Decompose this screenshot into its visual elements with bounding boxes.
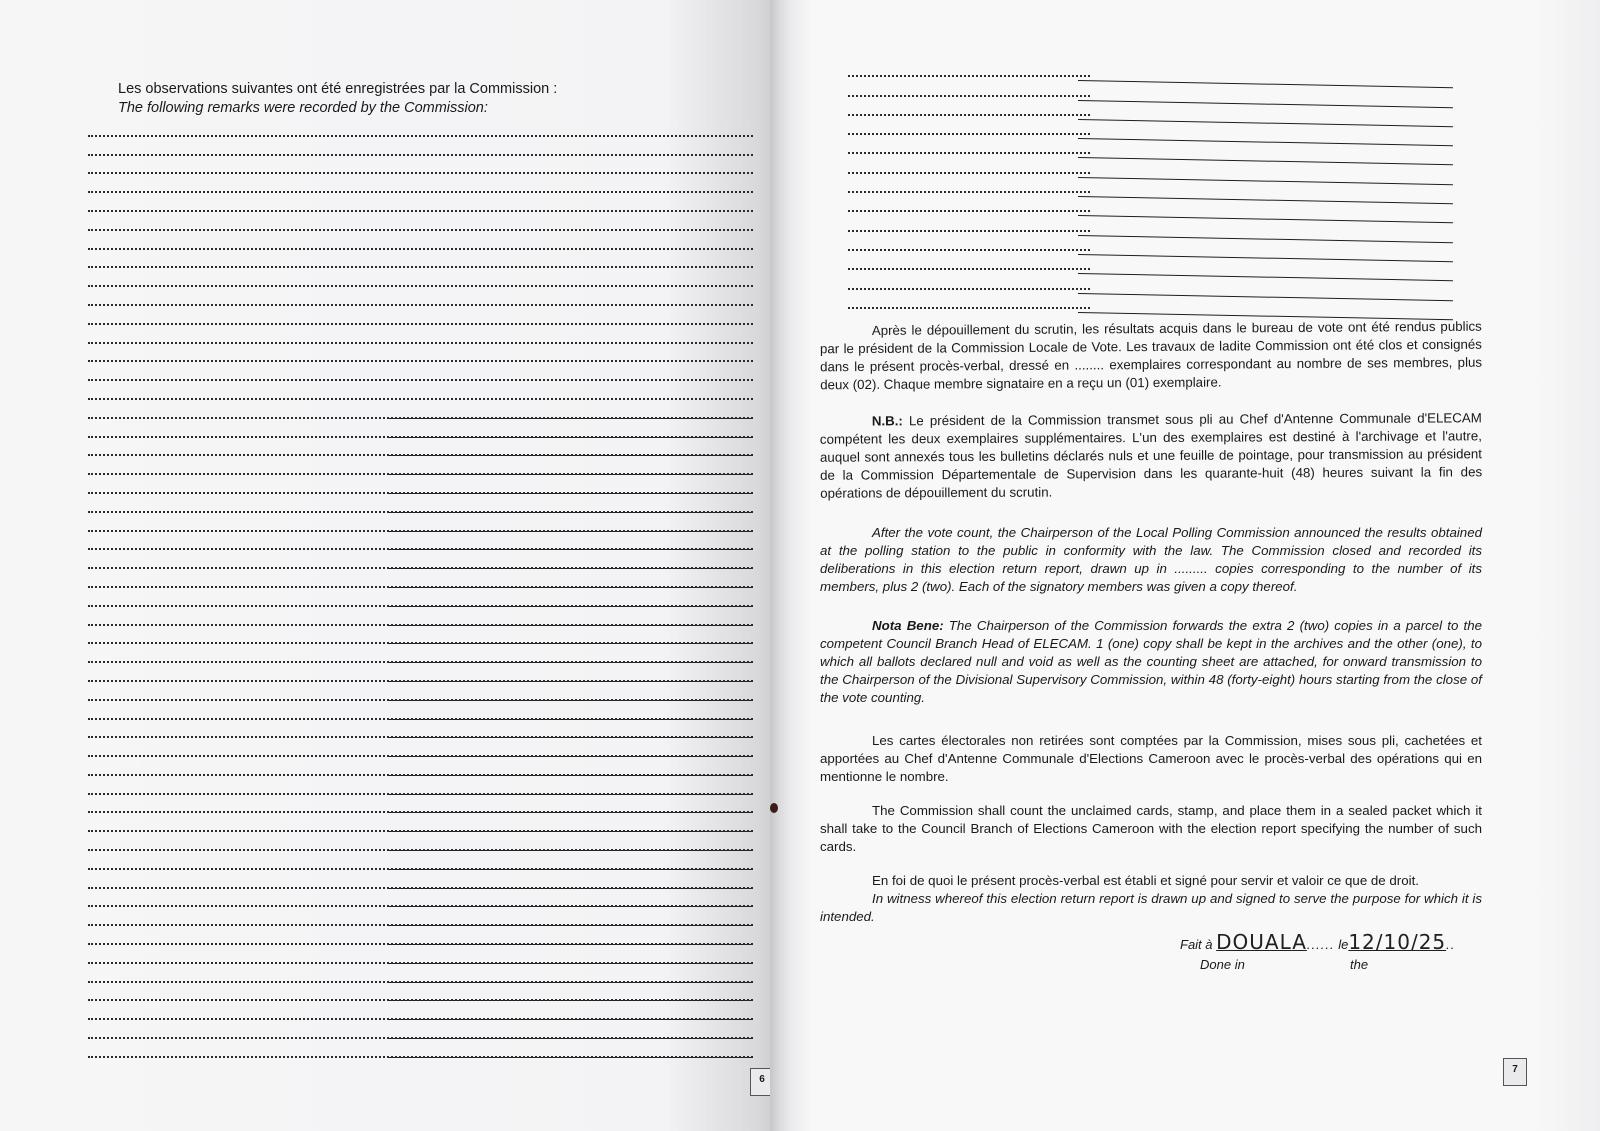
remark-line-continued[interactable] <box>848 294 1453 313</box>
date-label: le <box>1338 937 1349 952</box>
paragraph-nb-en: Nota Bene: The Chairperson of the Commission forwards the extra 2 (two) copies in a parcel to the competent Council Branch Head of ELECAM. 1 (one) copy shall be kept in the archives and the other (one), to which all ballots declared null and void as well as the counting sheet are attached, for onward transmission to the Chairperson of the Divisional Supervisory Commission, within 48 (forty-eight) hours starting from the close of the vote counting. <box>820 618 1482 705</box>
remark-line[interactable] <box>88 724 753 743</box>
paragraph-cards-fr: Les cartes électorales non retirées sont comptées par la Commission, mises sous pli, cachetées et apportées au Chef d'Antenne Communale d'Elections Cameroon avec le procès-verbal des opérations qui en mentionne le nombre. <box>820 733 1482 784</box>
remark-line-continued[interactable] <box>848 178 1453 197</box>
page-number-left: 6 <box>750 1068 774 1096</box>
remark-line[interactable] <box>88 160 753 179</box>
remark-line[interactable] <box>88 1005 753 1024</box>
done-at-field[interactable]: DOUALA <box>1216 930 1307 954</box>
remark-line[interactable] <box>88 817 753 836</box>
remark-line[interactable] <box>88 836 753 855</box>
remark-line[interactable] <box>88 272 753 291</box>
remark-line[interactable] <box>88 949 753 968</box>
remark-line[interactable] <box>88 554 753 573</box>
remark-line[interactable] <box>88 855 753 874</box>
remark-line[interactable] <box>88 423 753 442</box>
remark-line[interactable] <box>88 442 753 461</box>
staple-icon <box>770 803 778 813</box>
binding-gutter <box>770 0 792 1131</box>
done-at-label: Fait à <box>1180 937 1213 952</box>
continued-ruled-lines <box>848 62 1453 313</box>
remark-line[interactable] <box>88 291 753 310</box>
remark-line[interactable] <box>88 1024 753 1043</box>
remark-line[interactable] <box>88 385 753 404</box>
remark-line[interactable] <box>88 799 753 818</box>
remark-line[interactable] <box>88 235 753 254</box>
remark-line[interactable] <box>88 479 753 498</box>
remark-line[interactable] <box>88 404 753 423</box>
remark-line-continued[interactable] <box>848 81 1453 100</box>
the-label: the <box>1350 957 1369 972</box>
remark-line[interactable] <box>88 348 753 367</box>
remark-line-continued[interactable] <box>848 255 1453 274</box>
page-number-right: 7 <box>1503 1058 1527 1086</box>
remark-line-continued[interactable] <box>848 158 1453 177</box>
remark-line-continued[interactable] <box>848 197 1453 216</box>
heading-french: Les observations suivantes ont été enregistrées par la Commission : <box>118 81 558 97</box>
closing-french: En foi de quoi le présent procès-verbal est établi et signé pour servir et valoir ce que de droit. <box>872 873 1419 888</box>
remark-line[interactable] <box>88 987 753 1006</box>
remark-line[interactable] <box>88 122 753 141</box>
remark-line[interactable] <box>88 1043 753 1062</box>
remark-line[interactable] <box>88 968 753 987</box>
remark-line-continued[interactable] <box>848 62 1453 81</box>
paragraph-cards-en: The Commission shall count the unclaimed cards, stamp, and place them in a sealed packet which it shall take to the Council Branch of Elections Cameroon with the election report specifying the number of such cards. <box>820 803 1482 854</box>
remark-line-continued[interactable] <box>848 236 1453 255</box>
remark-line[interactable] <box>88 498 753 517</box>
remark-line[interactable] <box>88 178 753 197</box>
remark-line[interactable] <box>88 742 753 761</box>
remark-line[interactable] <box>88 592 753 611</box>
paragraph-results-en: After the vote count, the Chairperson of the Local Polling Commission announced the results obtained at the polling station to the public in conformity with the law. The Commission closed and recorded its deliberations in this election return report, drawn up in ......... copies corresponding to the number of its members, plus 2 (two). Each of the signatory members was given a copy thereof. <box>820 525 1482 594</box>
heading-english: The following remarks were recorded by the Commission: <box>118 100 488 116</box>
remark-line[interactable] <box>88 216 753 235</box>
remark-line[interactable] <box>88 686 753 705</box>
remark-line[interactable] <box>88 573 753 592</box>
remark-line-continued[interactable] <box>848 216 1453 235</box>
remark-line[interactable] <box>88 310 753 329</box>
nb-label: N.B.: <box>871 413 903 429</box>
remark-line-continued[interactable] <box>848 101 1453 120</box>
remark-line[interactable] <box>88 197 753 216</box>
closing-statement <box>820 872 1482 926</box>
done-in-label: Done in <box>1200 957 1245 972</box>
remark-line[interactable] <box>88 761 753 780</box>
nota-bene-label: Nota Bene: <box>872 618 944 633</box>
remark-line[interactable] <box>88 460 753 479</box>
remark-line[interactable] <box>88 366 753 385</box>
remark-line-continued[interactable] <box>848 120 1453 139</box>
remark-line[interactable] <box>88 611 753 630</box>
paragraph-nb-fr: N.B.: Le président de la Commission transmet sous pli au Chef d'Antenne Communale d'ELECAM compétent les deux exemplaires supplémentaires. L'un des exemplaires est destiné à l'archivage et l'autre, auquel sont annexés tous les bulletins déclarés nuls et une feuille de pointage, pour transmission au président de la Commission Départementale de Supervision dans les quarante-huit (48) heures suivant la fin des opérations de dépouillement du scrutin. <box>819 410 1483 501</box>
remark-line[interactable] <box>88 254 753 273</box>
signature-block <box>1180 930 1480 980</box>
observations-heading <box>118 80 758 118</box>
remark-line[interactable] <box>88 141 753 160</box>
paragraph-results-fr: Après le dépouillement du scrutin, les résultats acquis dans le bureau de vote ont été rendus publics par le président de la Commission Locale de Vote. Les travaux de ladite Commission ont été clos et consignés dans le présent procès-verbal, dressé en ........ exemplaires correspondant au nombre de ses membres, plus deux (02). Chaque membre signataire en a reçu un (01) exemplaire. <box>819 318 1483 393</box>
remark-line[interactable] <box>88 874 753 893</box>
remark-line[interactable] <box>88 893 753 912</box>
place-date-row: Fait à DOUALA...... le12/10/25.. <box>1180 930 1456 954</box>
remark-line[interactable] <box>88 930 753 949</box>
remark-line[interactable] <box>88 630 753 649</box>
remark-line[interactable] <box>88 780 753 799</box>
closing-english: In witness whereof this election return report is drawn up and signed to serve the purpose for which it is intended. <box>820 891 1482 924</box>
remark-line[interactable] <box>88 911 753 930</box>
remarks-ruled-lines <box>88 122 753 1062</box>
remark-line[interactable] <box>88 705 753 724</box>
remark-line[interactable] <box>88 648 753 667</box>
remark-line[interactable] <box>88 667 753 686</box>
remark-line[interactable] <box>88 517 753 536</box>
remark-line[interactable] <box>88 329 753 348</box>
date-field[interactable]: 12/10/25 <box>1348 930 1447 954</box>
remark-line-continued[interactable] <box>848 139 1453 158</box>
remark-line[interactable] <box>88 536 753 555</box>
left-page <box>0 0 780 1131</box>
signature-labels-en <box>1200 957 1369 972</box>
remark-line-continued[interactable] <box>848 274 1453 293</box>
